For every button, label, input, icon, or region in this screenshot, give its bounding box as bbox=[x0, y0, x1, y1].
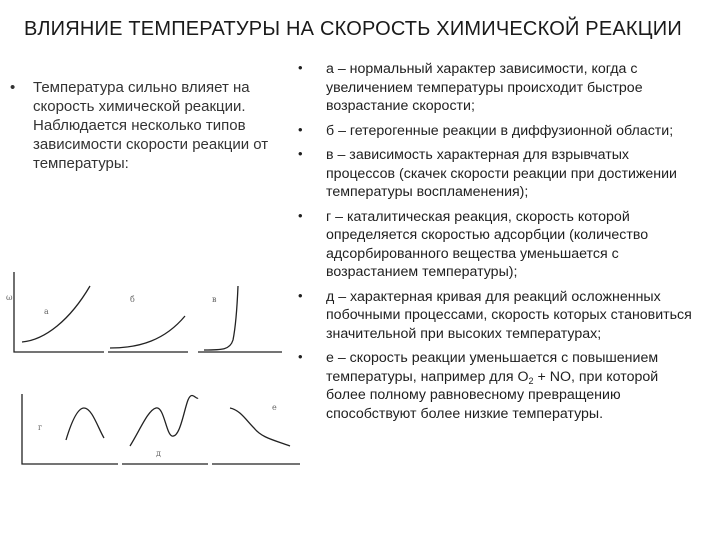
graph-g-curve bbox=[66, 408, 104, 440]
graph-v-label: в bbox=[212, 295, 217, 304]
list-item-a bbox=[296, 60, 700, 116]
list-item-g bbox=[296, 208, 700, 282]
item-text-before: е – скорость реакции уменьшается с повышением температуры, например для O bbox=[326, 350, 659, 385]
graph-e-curve bbox=[230, 408, 290, 446]
list-item-b bbox=[296, 122, 700, 141]
intro-block bbox=[10, 78, 285, 173]
item-text: г – каталитическая реакция, скорость которой определяется скоростью адсорбции (количество адсорбированного вещества уменьшается с возрастанием температуры); bbox=[326, 208, 649, 281]
graph-b-curve bbox=[110, 316, 185, 348]
graph-v-curve bbox=[204, 286, 238, 350]
item-text: д – характерная кривая для реакций осложненных побочными процессами, скорость которых становиться значительной при высоких температурах; bbox=[326, 288, 692, 342]
graph-b bbox=[108, 316, 188, 352]
bullet-icon: • bbox=[298, 287, 303, 303]
reaction-types-list bbox=[296, 60, 700, 429]
item-text: а – нормальный характер зависимости, когда с увеличением температуры происходит быстрое возрастание скорости; bbox=[326, 61, 643, 115]
list-item-d bbox=[296, 288, 700, 344]
subscript: 2 bbox=[528, 375, 534, 386]
graph-d bbox=[122, 395, 208, 464]
graph-a-axes bbox=[14, 272, 104, 352]
graph-a bbox=[14, 272, 104, 352]
graph-d-curve bbox=[130, 395, 198, 446]
list-item-e bbox=[296, 349, 700, 423]
list-item-v bbox=[296, 146, 700, 202]
graph-b-label: б bbox=[130, 295, 135, 304]
graph-g bbox=[22, 394, 118, 464]
graph-a-curve bbox=[22, 286, 90, 342]
bullet-icon: • bbox=[298, 145, 303, 161]
slide-title: ВЛИЯНИЕ ТЕМПЕРАТУРЫ НА СКОРОСТЬ ХИМИЧЕСКОЙ РЕАКЦИИ bbox=[24, 18, 682, 40]
item-text: б – гетерогенные реакции в диффузионной области; bbox=[326, 122, 674, 139]
bullet-icon: • bbox=[298, 60, 303, 75]
graph-d-label: д bbox=[156, 449, 161, 458]
bullet-icon: • bbox=[10, 79, 16, 96]
bullet-icon: • bbox=[298, 349, 303, 365]
graph-e bbox=[212, 408, 300, 464]
graph-g-label: г bbox=[38, 423, 43, 432]
intro-text: Температура сильно влияет на скорость химической реакции. Наблюдается несколько типов зависимости скорости реакции от температуры: bbox=[33, 79, 269, 172]
temperature-dependence-graphs bbox=[0, 270, 300, 470]
graph-axis-label: ω bbox=[6, 293, 13, 302]
bullet-icon: • bbox=[298, 121, 303, 137]
graph-e-label: е bbox=[272, 403, 277, 412]
item-text-after: + NO, при которой более полному равновесному превращению способствуют более низкие температуры. bbox=[326, 368, 659, 423]
graph-a-label: а bbox=[44, 307, 49, 316]
graph-v bbox=[198, 286, 282, 352]
bullet-icon: • bbox=[298, 207, 303, 223]
item-text: в – зависимость характерная для взрывчатых процессов (скачек скорости реакции при достижении температуры воспламенения); bbox=[326, 146, 677, 201]
